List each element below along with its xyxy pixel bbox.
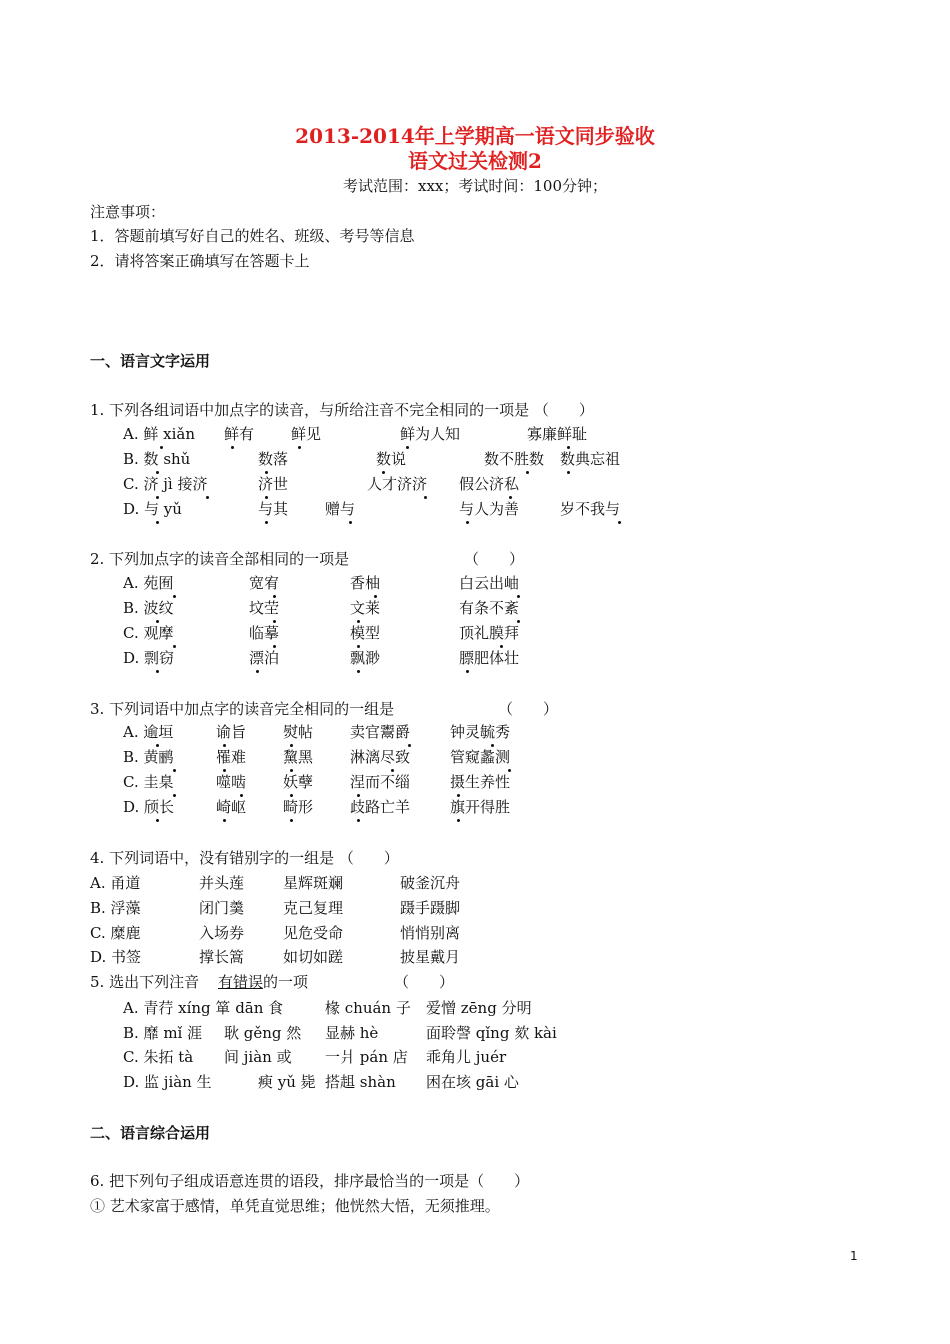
option-cell: C. 朱拓 tà: [123, 1048, 194, 1066]
option-cell: 鲜有: [224, 425, 255, 443]
option-cell: 模型: [350, 624, 381, 642]
option-row: [123, 572, 823, 594]
emphasis-dot: [349, 521, 352, 524]
option-cell: 数说: [376, 450, 407, 468]
option-cell: 一爿 pán 店: [325, 1048, 408, 1066]
option-cell: 鲜为人知: [400, 425, 461, 443]
document-title: 2013-2014年上学期高一语文同步验收: [295, 124, 655, 148]
option-cell: 蹑手蹑脚: [400, 899, 461, 917]
option-cell: 赠与: [325, 500, 356, 518]
option-cell: 入场券: [199, 924, 245, 942]
emphasis-dot: [265, 496, 268, 499]
option-cell: 文莱: [350, 599, 381, 617]
question-stem: 6. 把下列句子组成语意连贯的语段，排序最恰当的一项是（ ）: [90, 1172, 530, 1190]
question-text: 3. 下列词语中加点字的读音完全相同的一组是: [90, 700, 395, 718]
emphasis-dot: [357, 620, 360, 623]
emphasis-dot: [517, 620, 520, 623]
question-text-tail: 的一项: [263, 973, 309, 991]
section-heading: 一、语言文字运用: [90, 352, 211, 370]
option-row: [123, 721, 823, 743]
option-cell: 妖孽: [283, 773, 314, 791]
option-cell: 卖官鬻爵: [350, 723, 411, 741]
emphasis-dot: [618, 521, 621, 524]
option-row: [123, 997, 823, 1019]
option-cell: 香柚: [350, 574, 381, 592]
question-stem: 4. 下列词语中，没有错别字的一组是 （ ）: [90, 849, 399, 867]
option-cell: 间 jiàn 或: [224, 1048, 292, 1066]
emphasis-dot: [298, 446, 301, 449]
option-cell: 白云出岫: [459, 574, 520, 592]
option-cell: 顶礼膜拜: [459, 624, 520, 642]
emphasis-dot: [290, 744, 293, 747]
option-cell: 假公济私: [459, 475, 520, 493]
emphasis-dot: [357, 794, 360, 797]
emphasis-dot: [156, 670, 159, 673]
emphasis-dot: [173, 769, 176, 772]
option-row: [123, 473, 823, 495]
option-cell: 涅而不缁: [350, 773, 411, 791]
exam-info: 考试范围：xxx；考试时间：100分钟；: [342, 177, 607, 195]
emphasis-dot: [206, 496, 209, 499]
option-cell: 歧路亡羊: [350, 798, 411, 816]
option-row: [90, 872, 790, 894]
emphasis-dot: [273, 645, 276, 648]
emphasis-dot: [160, 446, 163, 449]
emphasis-dot: [406, 446, 409, 449]
option-cell: A. 甬道: [90, 874, 141, 892]
option-cell: D. 监 jiàn 生: [123, 1073, 212, 1091]
emphasis-dot: [290, 819, 293, 822]
emphasis-dot: [273, 595, 276, 598]
section-heading: 二、语言综合运用: [90, 1124, 211, 1142]
option-cell: 人才济济: [367, 475, 428, 493]
question-stem: [90, 698, 790, 720]
option-row: [123, 1071, 823, 1093]
notice-item: 2．请将答案正确填写在答题卡上: [90, 252, 310, 270]
option-cell: 数落: [258, 450, 289, 468]
option-cell: 噬啮: [216, 773, 247, 791]
option-cell: D. 书签: [90, 948, 142, 966]
option-cell: 膘肥体壮: [459, 649, 520, 667]
emphasis-dot: [173, 645, 176, 648]
question-stem: 1. 下列各组词语中加点字的读音，与所给注音不完全相同的一项是 （ ）: [90, 401, 594, 419]
emphasis-dot: [156, 744, 159, 747]
notice-item: 1．答题前填写好自己的姓名、班级、考号等信息: [90, 227, 415, 245]
option-cell: 济世: [258, 475, 289, 493]
emphasis-dot: [457, 819, 460, 822]
option-cell: 畸形: [283, 798, 314, 816]
answer-paren: （ ）: [394, 973, 455, 991]
option-cell: C. 济 jì 接济: [123, 475, 208, 493]
option-row: [123, 771, 823, 793]
option-row: [90, 897, 790, 919]
option-cell: 宽宥: [249, 574, 280, 592]
option-cell: 旗开得胜: [450, 798, 511, 816]
option-cell: 搭趄 shàn: [325, 1073, 396, 1091]
emphasis-dot: [256, 670, 259, 673]
emphasis-dot: [223, 819, 226, 822]
option-cell: B. 波纹: [123, 599, 174, 617]
emphasis-dot: [509, 496, 512, 499]
option-cell: 如切如蹉: [283, 948, 344, 966]
emphasis-dot: [517, 595, 520, 598]
emphasis-dot: [424, 496, 427, 499]
option-cell: 谕旨: [216, 723, 247, 741]
emphasis-dot: [223, 769, 226, 772]
option-cell: 乖角儿 juér: [426, 1048, 507, 1066]
option-cell: 爱憎 zēng 分明: [426, 999, 532, 1017]
option-cell: B. 数 shǔ: [123, 450, 191, 468]
emphasis-dot: [382, 471, 385, 474]
option-row: [123, 1046, 823, 1068]
emphasis-dot: [374, 595, 377, 598]
emphasis-dot: [156, 471, 159, 474]
option-cell: 瘐 yǔ 毙: [258, 1073, 316, 1091]
option-cell: D. 与 yǔ: [123, 500, 182, 518]
option-row: [123, 796, 823, 818]
emphasis-dot: [156, 521, 159, 524]
emphasis-dot: [457, 794, 460, 797]
option-row: [123, 597, 823, 619]
option-row: [123, 1022, 823, 1044]
option-cell: 椽 chuán 子: [325, 999, 411, 1017]
option-row: [90, 922, 790, 944]
option-cell: D. 颀长: [123, 798, 175, 816]
emphasis-dot: [466, 670, 469, 673]
emphasis-dot: [391, 769, 394, 772]
option-row: [123, 647, 823, 669]
option-row: [123, 498, 823, 520]
option-cell: D. 剽窃: [123, 649, 175, 667]
option-cell: 鲜见: [291, 425, 322, 443]
option-cell: 悄悄别离: [400, 924, 461, 942]
option-cell: 破釜沉舟: [400, 874, 461, 892]
emphasis-dot: [357, 670, 360, 673]
option-cell: 崎岖: [216, 798, 247, 816]
option-row: [123, 423, 823, 445]
emphasis-dot: [156, 496, 159, 499]
option-cell: 披星戴月: [400, 948, 461, 966]
emphasis-dot: [508, 769, 511, 772]
notice-heading: 注意事项：: [90, 203, 166, 221]
emphasis-dot: [357, 819, 360, 822]
option-cell: 管窥蠡测: [450, 748, 511, 766]
option-cell: 与人为善: [459, 500, 520, 518]
emphasis-dot: [491, 744, 494, 747]
option-cell: 星辉斑斓: [283, 874, 344, 892]
option-cell: 耿 gěng 然: [224, 1024, 302, 1042]
question-text: ① 艺术家富于感情，单凭直觉思维；他恍然大悟，无须推理。: [90, 1197, 500, 1215]
question-text: 2. 下列加点字的读音全部相同的一项是: [90, 550, 350, 568]
option-cell: 面聆謦 qǐng 欬 kài: [426, 1024, 557, 1042]
option-cell: C. 观摩: [123, 624, 174, 642]
document-subtitle-red: 语文过关检测2: [408, 149, 542, 173]
option-cell: 显赫 hè: [325, 1024, 379, 1042]
emphasis-dot: [240, 794, 243, 797]
option-cell: 熨帖: [283, 723, 314, 741]
option-cell: C. 糜鹿: [90, 924, 141, 942]
option-cell: 摄生养性: [450, 773, 511, 791]
option-cell: 岁不我与: [560, 500, 621, 518]
option-cell: 坟茔: [249, 599, 280, 617]
option-row: [123, 746, 823, 768]
option-cell: 寡廉鲜耻: [527, 425, 588, 443]
emphasis-dot: [526, 471, 529, 474]
option-cell: 并头莲: [199, 874, 245, 892]
option-cell: 钟灵毓秀: [450, 723, 511, 741]
option-cell: B. 靡 mǐ 涯: [123, 1024, 203, 1042]
answer-paren: （ ）: [498, 700, 559, 718]
option-row: [123, 448, 823, 470]
question-stem: [90, 548, 790, 570]
emphasis-dot: [466, 521, 469, 524]
emphasis-dot: [408, 744, 411, 747]
option-cell: A. 逾垣: [123, 723, 174, 741]
emphasis-dot: [223, 744, 226, 747]
option-row: [123, 622, 823, 644]
option-cell: 困在垓 gāi 心: [426, 1073, 519, 1091]
question-stem: [90, 971, 790, 993]
option-cell: 淋漓尽致: [350, 748, 411, 766]
emphasis-dot: [357, 645, 360, 648]
emphasis-dot: [500, 645, 503, 648]
option-cell: 飘渺: [350, 649, 381, 667]
option-cell: 临摹: [249, 624, 280, 642]
option-cell: A. 鲜 xiǎn: [123, 425, 195, 443]
option-cell: 克己复理: [283, 899, 344, 917]
option-cell: 见危受命: [283, 924, 344, 942]
emphasis-dot: [156, 620, 159, 623]
answer-paren: （ ）: [464, 550, 525, 568]
option-cell: 漂泊: [249, 649, 280, 667]
option-cell: B. 黄鹂: [123, 748, 174, 766]
option-cell: 黧黑: [283, 748, 314, 766]
page-number: 1: [850, 1249, 858, 1263]
emphasis-dot: [290, 794, 293, 797]
option-cell: 闭门羹: [199, 899, 245, 917]
option-cell: A. 苑囿: [123, 574, 174, 592]
emphasis-dot: [567, 446, 570, 449]
emphasis-dot: [290, 769, 293, 772]
option-cell: 撑长篙: [199, 948, 245, 966]
emphasis-dot: [173, 794, 176, 797]
option-cell: A. 青荇 xíng 箪 dān 食: [123, 999, 284, 1017]
option-cell: 有条不紊: [459, 599, 520, 617]
option-cell: 罹难: [216, 748, 247, 766]
emphasis-dot: [156, 819, 159, 822]
option-cell: C. 圭臬: [123, 773, 174, 791]
question-text-lead: 5. 选出下列注音: [90, 973, 200, 991]
emphasis-dot: [231, 446, 234, 449]
option-cell: 与其: [258, 500, 289, 518]
option-cell: 数不胜数: [484, 450, 545, 468]
emphasis-dot: [265, 521, 268, 524]
emphasis-dot: [273, 620, 276, 623]
option-cell: 数典忘祖: [560, 450, 621, 468]
question-text-emphasis: 有错误: [218, 973, 264, 991]
emphasis-dot: [173, 595, 176, 598]
emphasis-dot: [265, 471, 268, 474]
emphasis-dot: [567, 471, 570, 474]
option-row: [90, 946, 790, 968]
option-cell: B. 浮藻: [90, 899, 141, 917]
